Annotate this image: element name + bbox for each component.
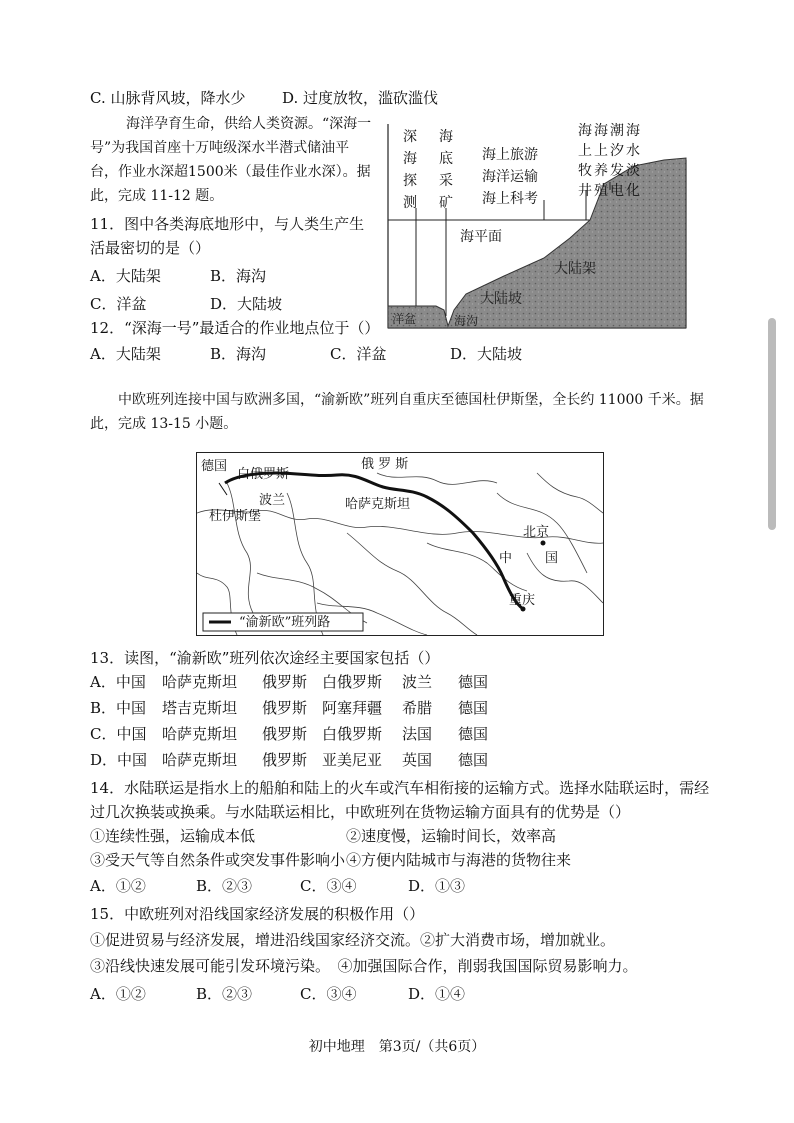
q13d-c6: 德国 [458,751,489,769]
q14-stem-line1: 14．水陆联运是指水上的船舶和陆上的火车或汽车相衔接的运输方式。选择水陆联运时，需经 [90,779,710,797]
intro-passage-2: 中欧班列连接中国与欧洲多国，“渝新欧”班列自重庆至德国杜伊斯堡，全长约 11000 千米。据此，完成 13-15 小题。 [90,392,704,432]
q15-option-d[interactable]: D．①④ [408,985,466,1003]
label-row-2: 上上汐水 [578,143,642,159]
label-germany: 德国 [201,459,228,474]
q15-option-a[interactable]: A．①② [90,985,146,1003]
intro-passage-1: 海洋孕育生命，供给人类资源。“深海一号”为我国首座十万吨级深水半潜式储油平台，作业水深超1500米（最佳作业水深）。据此，完成 11-12 题。 [90,116,372,204]
q15-option-c[interactable]: C．③④ [300,985,357,1003]
label-row-3: 牧养发淡 [578,163,642,179]
duisburg-arrow [219,483,227,495]
q13a-c6: 德国 [458,673,489,691]
q13d-c1: D．中国 [90,751,148,769]
q15-stem: 15．中欧班列对沿线国家经济发展的积极作用（） [90,905,425,923]
q14-option-b[interactable]: B．②③ [196,877,253,895]
q11-option-a[interactable]: A．大陆架 [90,267,161,285]
label-belarus: 白俄罗斯 [237,467,290,482]
q11-option-b[interactable]: B．海沟 [210,267,267,285]
label-duisburg: 杜伊斯堡 [209,509,262,524]
label-continental-shelf: 大陆架 [554,261,596,277]
q13a-c2: 哈萨克斯坦 [162,673,238,691]
q14-option-a[interactable]: A．①② [90,877,146,895]
label-russia: 俄 罗 斯 [361,457,409,472]
q13-option-b[interactable] [90,698,488,724]
legend-text: “渝新欧”班列路 [239,615,331,630]
q13c-c6: 德国 [458,725,489,743]
q13b-c2: 塔吉克斯坦 [162,699,238,717]
q13d-c3: 俄罗斯 [262,751,308,769]
q13-option-a[interactable] [90,672,488,698]
q13a-c3: 俄罗斯 [262,673,308,691]
q13d-c4: 亚美尼亚 [322,751,383,769]
label-china-right: 国 [545,551,559,566]
q12-stem: 12．“深海一号”最适合的作业地点位于（） [90,319,380,337]
q13a-c1: A．中国 [90,673,146,691]
q13-options [90,672,488,776]
q13d-c2: 哈萨克斯坦 [162,751,238,769]
q13c-c3: 俄罗斯 [262,725,308,743]
label-poland: 波兰 [259,493,286,508]
label-sea-level: 海平面 [460,229,502,245]
q13b-c6: 德国 [458,699,489,717]
label-kazakhstan: 哈萨克斯坦 [345,497,411,512]
label-deep-sea-exploration: 深海探测 [403,129,417,211]
q15-statement-3-4: ③沿线快速发展可能引发环境污染。 ④加强国际合作，削弱我国国际贸易影响力。 [90,957,638,975]
label-row-1: 海海潮海 [578,123,642,139]
q14-option-d[interactable]: D．①③ [408,877,466,895]
ocean-profile-diagram [384,120,690,334]
q12-option-c[interactable]: C．洋盆 [330,345,387,363]
prev-option-d: D. 过度放牧，滥砍滥伐 [282,89,439,107]
q15-statement-1-2: ①促进贸易与经济发展，增进沿线国家经济交流。②扩大消费市场，增加就业。 [90,931,616,949]
page-footer: 初中地理 第3页/（共6页） [308,1039,486,1055]
q14-stem-line2: 过几次换装或换乘。与水陆联运相比，中欧班列在货物运输方面具有的优势是（） [90,803,631,821]
q13c-c4: 白俄罗斯 [322,725,383,743]
q14-statement-2: ②速度慢，运输时间长，效率高 [346,827,557,845]
q13-stem: 13．读图，“渝新欧”班列依次途经主要国家包括（） [90,649,440,667]
q12-option-b[interactable]: B．海沟 [210,345,267,363]
q15-option-b[interactable]: B．②③ [196,985,253,1003]
q13b-c4: 阿塞拜疆 [322,699,383,717]
q14-statement-3: ③受天气等自然条件或突发事件影响小 [90,851,346,869]
label-seabed-mining: 海底采矿 [439,129,453,211]
vertical-scrollbar[interactable] [768,318,776,530]
label-sea-transport: 海洋运输 [482,169,538,185]
label-beijing: 北京 [523,525,550,540]
label-continental-slope: 大陆坡 [480,291,522,307]
q11-stem: 11．图中各类海底地形中，与人类生产生活最密切的是（） [90,215,365,257]
q14-option-c[interactable]: C．③④ [300,877,357,895]
q12-option-d[interactable]: D．大陆坡 [450,345,523,363]
q14-statement-1: ①连续性强，运输成本低 [90,827,256,845]
q11-option-d[interactable]: D．大陆坡 [210,295,283,313]
railway-map [196,452,604,636]
label-ocean-basin: 洋盆 [392,312,417,326]
q13a-c4: 白俄罗斯 [322,673,383,691]
label-sea-tourism: 海上旅游 [482,147,538,163]
label-row-4: 井殖电化 [578,183,642,199]
q12-option-a[interactable]: A．大陆架 [90,345,161,363]
q13b-c5: 希腊 [402,699,433,717]
q13d-c5: 英国 [402,751,433,769]
label-chongqing: 重庆 [509,593,536,608]
label-sea-research: 海上科考 [482,191,538,207]
prev-option-c: C. 山脉背风坡，降水少 [90,89,246,107]
q14-statement-4: ④方便内陆城市与海港的货物往来 [346,851,572,869]
q13b-c1: B．中国 [90,699,147,717]
q13-option-d[interactable] [90,750,488,776]
q13c-c5: 法国 [402,725,433,743]
beijing-dot [541,541,546,546]
q13c-c1: C．中国 [90,725,147,743]
q13a-c5: 波兰 [402,673,433,691]
q11-option-c[interactable]: C．洋盆 [90,295,147,313]
label-trench: 海沟 [454,314,479,328]
q13-option-c[interactable] [90,724,488,750]
label-china-left: 中 [499,551,513,566]
q13b-c3: 俄罗斯 [262,699,308,717]
q13c-c2: 哈萨克斯坦 [162,725,238,743]
